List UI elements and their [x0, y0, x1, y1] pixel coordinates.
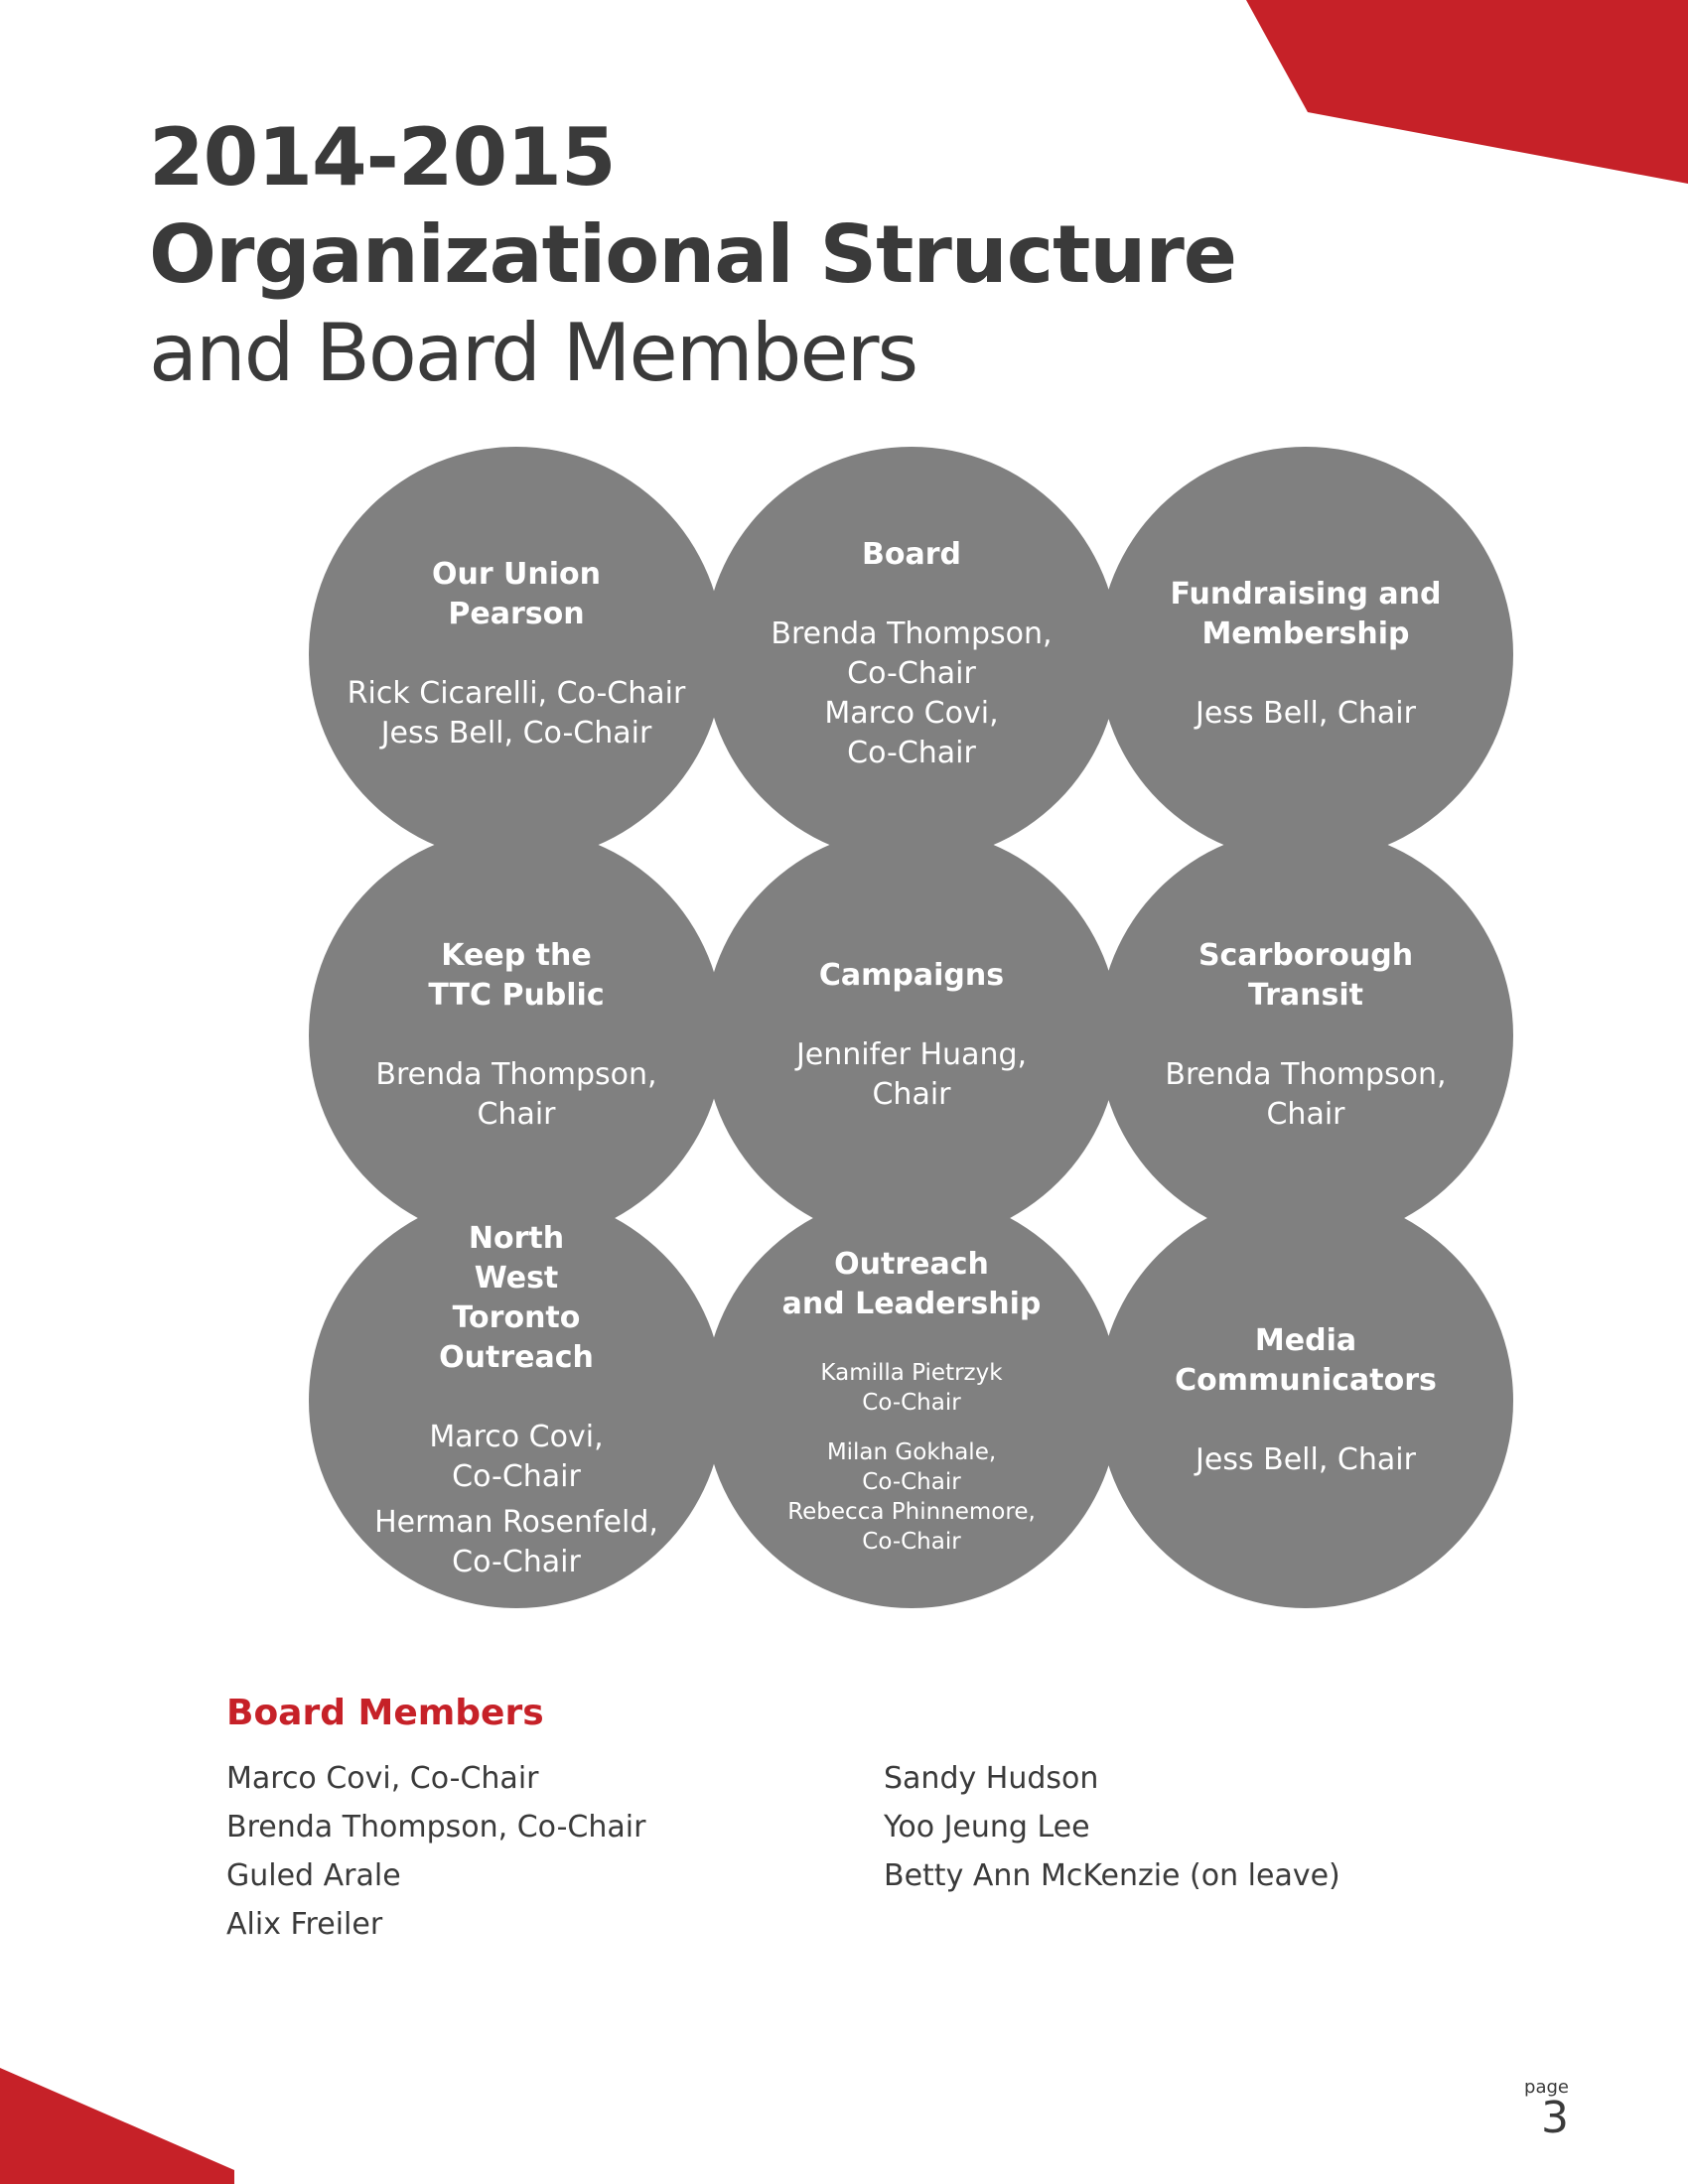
title-main: Organizational Structure	[149, 208, 1237, 301]
committee-north-west-toronto-outreach	[309, 1193, 724, 1608]
committee-members: Jess Bell, Chair	[1196, 696, 1416, 731]
title-sub: and Board Members	[149, 307, 917, 399]
committee-keep-ttc-public	[309, 828, 724, 1243]
page-title	[149, 109, 1236, 403]
committee-members: Brenda Thompson, Chair	[1165, 1057, 1447, 1132]
board-member: Betty Ann McKenzie (on leave)	[884, 1858, 1340, 1893]
bottom-left-red-shape	[0, 2068, 234, 2184]
committee-member: Marco Covi, Co-Chair	[429, 1420, 604, 1494]
board-member: Marco Covi, Co-Chair	[226, 1761, 539, 1796]
board-members-column-1	[226, 1754, 645, 1949]
committee-name: Keep the TTC Public	[428, 938, 605, 1013]
committee-name: Board	[862, 537, 961, 572]
committee-campaigns	[704, 828, 1119, 1243]
committee-name: Fundraising and Membership	[1170, 577, 1442, 651]
page-number: 3	[1541, 2093, 1569, 2143]
committee-name: Outreach and Leadership	[781, 1247, 1042, 1321]
board-member: Brenda Thompson, Co-Chair	[226, 1810, 646, 1844]
committee-members: Brenda Thompson, Chair	[375, 1057, 657, 1132]
committee-board	[704, 447, 1119, 862]
page-label: page	[1524, 2077, 1569, 2098]
committee-our-union-pearson	[309, 447, 724, 862]
committee-media-communicators	[1098, 1193, 1513, 1608]
committee-name: Campaigns	[818, 958, 1005, 993]
board-member: Guled Arale	[226, 1858, 401, 1893]
committee-name: Our Union Pearson	[431, 557, 602, 631]
committee-outreach-leadership	[704, 1193, 1119, 1608]
board-members-heading: Board Members	[226, 1693, 544, 1733]
committee-members: Jennifer Huang, Chair	[795, 1037, 1028, 1112]
top-right-red-shape	[1246, 0, 1688, 184]
committee-members: Jess Bell, Chair	[1196, 1442, 1416, 1477]
committee-member: Kamilla Pietrzyk Co-Chair	[820, 1360, 1003, 1416]
committee-member: Milan Gokhale, Co-Chair Rebecca Phinnemore, Co-Chair	[787, 1439, 1036, 1555]
committee-name: Media Communicators	[1175, 1323, 1437, 1398]
committee-member: Herman Rosenfeld, Co-Chair	[374, 1505, 658, 1579]
committee-fundraising-membership	[1098, 447, 1513, 862]
committee-members: Brenda Thompson, Co-Chair Marco Covi, Co-Chair	[771, 616, 1053, 770]
title-year: 2014-2015	[149, 111, 616, 204]
board-member: Sandy Hudson	[884, 1761, 1099, 1796]
board-members-column-2	[884, 1754, 1340, 1900]
committee-members: Rick Cicarelli, Co-Chair Jess Bell, Co-Chair	[347, 676, 686, 751]
committee-scarborough-transit	[1098, 828, 1513, 1243]
committee-name: North West Toronto Outreach	[439, 1221, 594, 1375]
board-member: Yoo Jeung Lee	[884, 1810, 1090, 1844]
committee-name: Scarborough Transit	[1197, 938, 1414, 1013]
board-member: Alix Freiler	[226, 1907, 383, 1942]
